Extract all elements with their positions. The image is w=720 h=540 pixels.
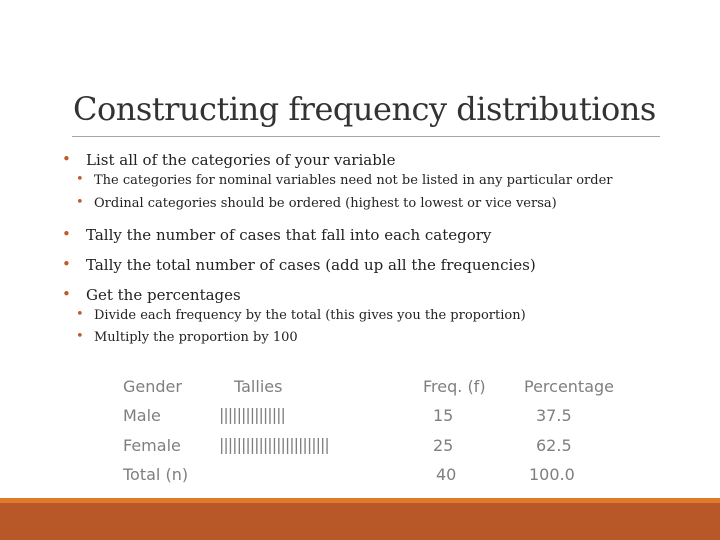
sub-bullet-text: The categories for nominal variables need not be listed in any particular order: [94, 173, 613, 188]
table-header-freq: Freq. (f): [423, 377, 486, 396]
bullet-dot-icon: •: [62, 225, 71, 243]
table-cell-gender: Male: [123, 406, 161, 425]
footer-band: [0, 498, 720, 540]
table-cell-percentage: 62.5: [536, 436, 572, 455]
table-cell-percentage: 100.0: [529, 465, 575, 484]
bullet-dot-icon: •: [62, 285, 71, 303]
table-header-percentage: Percentage: [524, 377, 615, 396]
bullet-dot-icon: •: [76, 172, 84, 187]
table-cell-tallies: |||||||||||||||||||||||||: [219, 435, 329, 454]
sub-bullet-text: Ordinal categories should be ordered (highest to lowest or vice versa): [94, 196, 557, 211]
table-header-gender: Gender: [123, 377, 182, 396]
sub-bullet-text: Divide each frequency by the total (this gives you the proportion): [94, 308, 526, 323]
table-cell-gender: Female: [123, 436, 181, 455]
footer-accent-line: [0, 498, 720, 503]
bullet-dot-icon: •: [76, 329, 84, 344]
bullet-dot-icon: •: [76, 195, 84, 210]
table-cell-freq: 15: [433, 406, 454, 425]
table-cell-freq: 25: [433, 436, 454, 455]
bullet-text: List all of the categories of your variable: [86, 151, 396, 169]
table-cell-percentage: 37.5: [536, 406, 572, 425]
bullet-text: Tally the number of cases that fall into each category: [86, 226, 492, 244]
bullet-dot-icon: •: [76, 307, 84, 322]
bullet-dot-icon: •: [62, 255, 71, 273]
bullet-text: Tally the total number of cases (add up all the frequencies): [86, 256, 536, 274]
table-cell-freq: 40: [436, 465, 457, 484]
table-cell-gender: Total (n): [123, 465, 189, 484]
table-header-tallies: Tallies: [234, 377, 283, 396]
sub-bullet-text: Multiply the proportion by 100: [94, 330, 298, 345]
table-cell-tallies: |||||||||||||||: [219, 405, 285, 424]
slide-title: Constructing frequency distributions: [73, 90, 656, 128]
bullet-dot-icon: •: [62, 150, 71, 168]
bullet-text: Get the percentages: [86, 286, 241, 304]
